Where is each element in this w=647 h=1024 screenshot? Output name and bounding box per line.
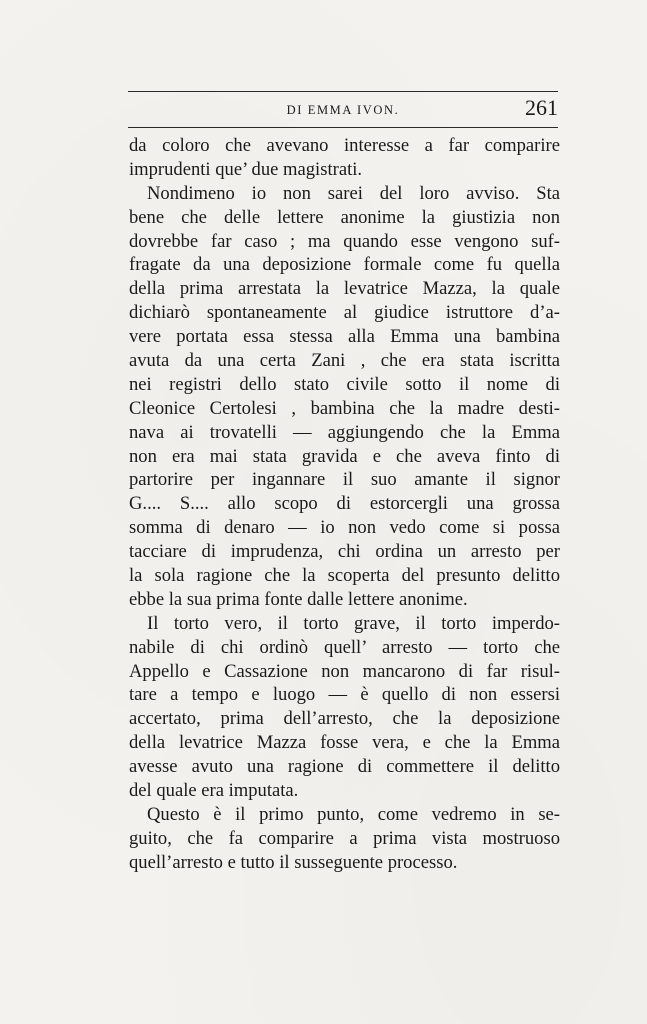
text-line: della levatrice Mazza fosse vera, e che la Emma [129,732,560,754]
page-number: 261 [525,95,558,120]
text-line: accertato, prima dell’arresto, che la deposizione [129,708,560,730]
text-line: Cleonice Certolesi , bambina che la madre desti- [129,397,560,419]
text-line: da coloro che avevano interesse a far comparire [129,135,560,156]
text-line: Il torto vero, il torto grave, il torto imperdo- [147,612,560,634]
body-text [129,134,560,875]
header-rule-top [128,91,558,92]
text-line: nabile di chi ordinò quell’ arresto — torto che [129,636,560,658]
text-line: non era mai stata gravida e che aveva finto di [129,445,560,467]
text-line: nava ai trovatelli — aggiungendo che la Emma [129,421,560,443]
text-line: tacciare di imprudenza, chi ordina un arresto per [129,541,560,563]
text-line: Appello e Cassazione non mancarono di far risul- [129,660,560,682]
text-line: della prima arrestata la levatrice Mazza, la quale [129,278,560,300]
text-line: del quale era imputata. [129,780,299,802]
text-line: guito, che fa comparire a prima vista mostruoso [129,827,560,849]
text-line: Nondimeno io non sarei del loro avviso. Sta [147,182,560,204]
text-line: somma di denaro — io non vedo come si possa [129,517,560,539]
text-line: la sola ragione che la scoperta del presunto delitto [129,565,560,587]
running-head [128,95,558,121]
text-line: tare a tempo e luogo — è quello di non essersi [129,684,560,706]
text-line: ebbe la sua prima fonte dalle lettere anonime. [129,588,468,610]
text-line: avesse avuto una ragione di commettere il delitto [129,756,560,778]
text-line: dovrebbe far caso ; ma quando esse vengono suf- [129,230,560,252]
text-line: vere portata essa stessa alla Emma una bambina [129,326,560,348]
header-rule-bottom [128,127,558,128]
text-line: quell’arresto e tutto il susseguente processo. [129,851,458,873]
text-line: partorire per ingannare il suo amante il signor [129,469,560,491]
running-title: DI EMMA IVON. [286,103,400,117]
text-line: fragate da una deposizione formale come fu quella [129,254,560,276]
text-line: dichiarò spontaneamente al giudice istruttore d’a- [129,302,560,324]
text-line: G.... S.... allo scopo di estorcergli una grossa [129,493,560,515]
text-line: avuta da una certa Zani , che era stata iscritta [129,350,560,372]
text-line: bene che delle lettere anonime la giustizia non [129,206,560,228]
text-line: nei registri dello stato civile sotto il nome di [129,373,560,395]
text-line: imprudenti que’ due magistrati. [129,158,363,180]
text-line: Questo è il primo punto, come vedremo in se- [147,803,560,825]
